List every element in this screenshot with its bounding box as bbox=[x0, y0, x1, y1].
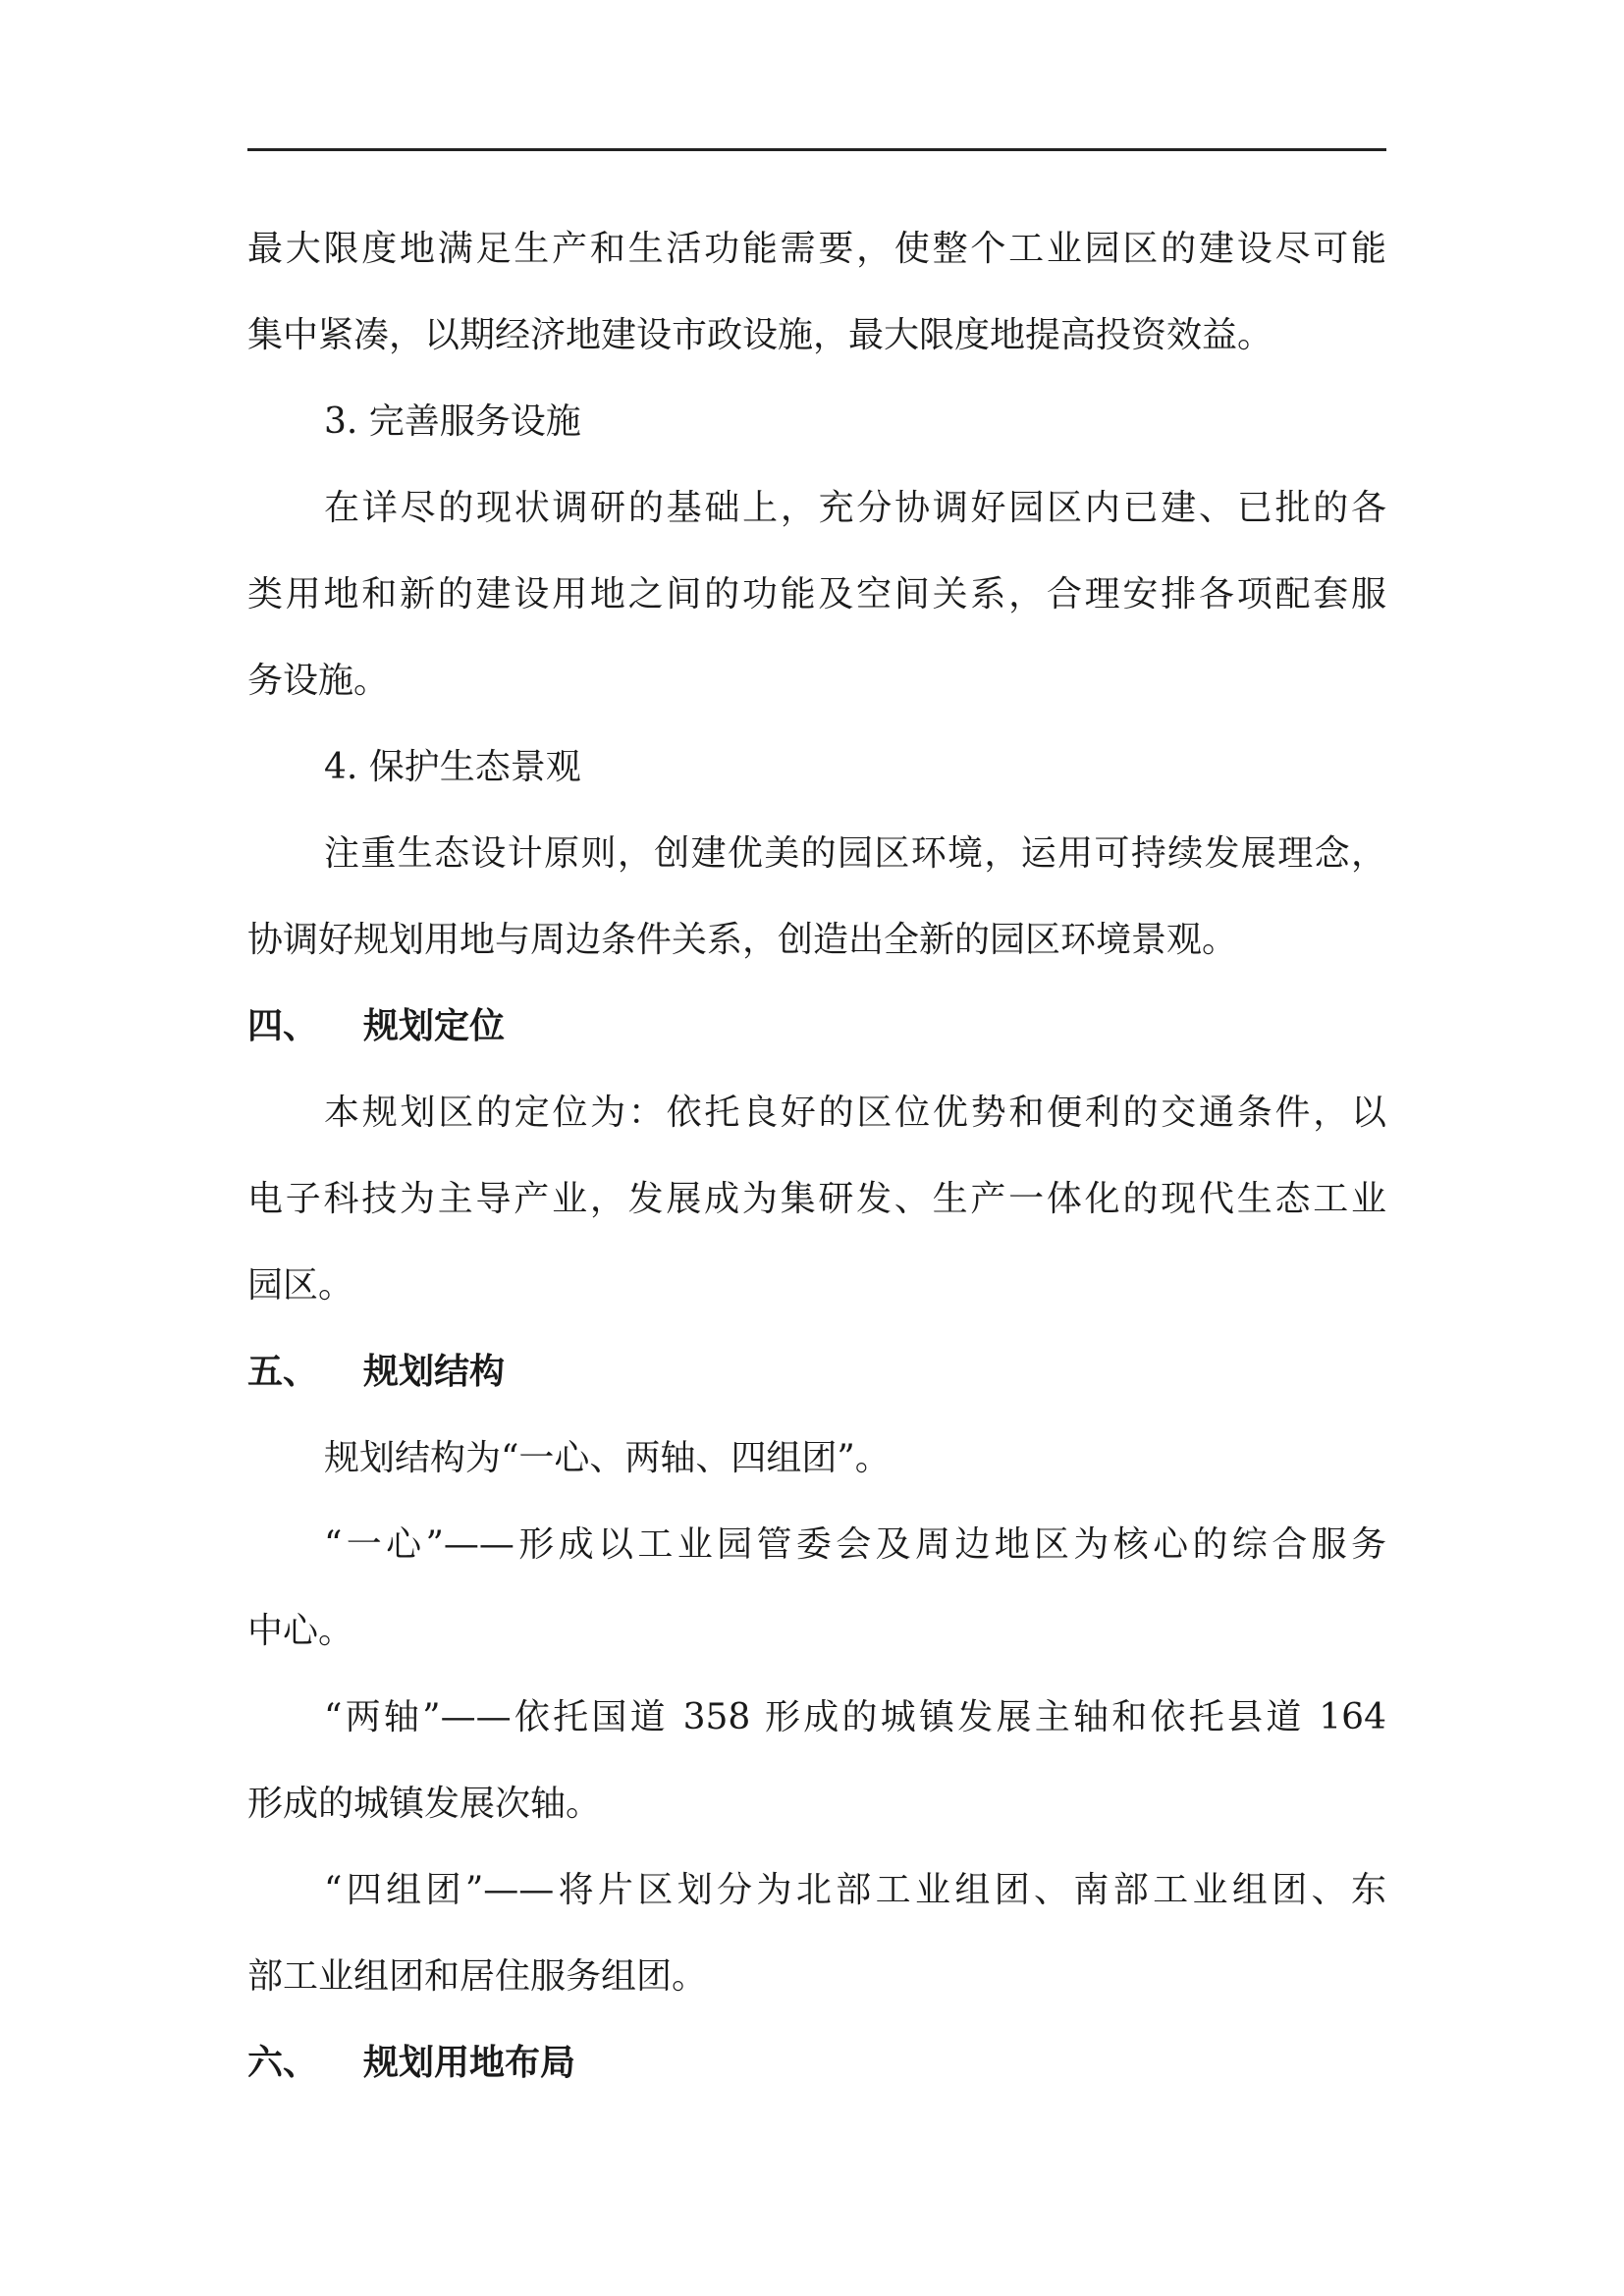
paragraph-line: 中心。 bbox=[247, 1611, 354, 1651]
section-number: 六、 bbox=[247, 2043, 319, 2083]
subsection-title: 3. 完善服务设施 bbox=[324, 401, 581, 442]
subsection-title: 4. 保护生态景观 bbox=[324, 747, 581, 787]
paragraph-line: 协调好规划用地与周边条件关系，创造出全新的园区环境景观。 bbox=[247, 920, 1238, 960]
section-title: 规划定位 bbox=[363, 1006, 506, 1046]
section-number: 五、 bbox=[247, 1352, 319, 1392]
paragraph-line: 园区。 bbox=[247, 1265, 354, 1306]
paragraph-line: “两轴”——依托国道 358 形成的城镇发展主轴和依托县道 164 bbox=[324, 1697, 1386, 1737]
section-title: 规划结构 bbox=[363, 1352, 506, 1392]
paragraph-line: 本规划区的定位为：依托良好的区位优势和便利的交通条件，以 bbox=[324, 1093, 1386, 1133]
paragraph-line: “四组团”——将片区划分为北部工业组团、南部工业组团、东 bbox=[324, 1870, 1386, 1910]
paragraph-line: 形成的城镇发展次轴。 bbox=[247, 1784, 602, 1824]
paragraph-line: 务设施。 bbox=[247, 661, 390, 701]
paragraph-line: “一心”——形成以工业园管委会及周边地区为核心的综合服务 bbox=[324, 1524, 1386, 1565]
page-body bbox=[247, 206, 1386, 2107]
section-number: 四、 bbox=[247, 1006, 319, 1046]
paragraph-line: 类用地和新的建设用地之间的功能及空间关系，合理安排各项配套服 bbox=[247, 574, 1386, 614]
section-heading bbox=[247, 2020, 1386, 2107]
paragraph-line: 电子科技为主导产业，发展成为集研发、生产一体化的现代生态工业 bbox=[247, 1179, 1386, 1219]
section-title: 规划用地布局 bbox=[363, 2043, 576, 2083]
paragraph-line: 部工业组团和居住服务组团。 bbox=[247, 1956, 708, 1997]
paragraph-line: 注重生态设计原则，创建优美的园区环境，运用可持续发展理念， bbox=[324, 833, 1386, 874]
paragraph-line: 最大限度地满足生产和生活功能需要，使整个工业园区的建设尽可能 bbox=[247, 229, 1386, 269]
paragraph-line: 在详尽的现状调研的基础上，充分协调好园区内已建、已批的各 bbox=[324, 488, 1386, 528]
paragraph-line: 规划结构为“一心、两轴、四组团”。 bbox=[324, 1438, 891, 1478]
header-rule bbox=[247, 148, 1386, 151]
paragraph-line: 集中紧凑，以期经济地建设市政设施，最大限度地提高投资效益。 bbox=[247, 315, 1273, 355]
section-heading bbox=[247, 984, 1386, 1070]
section-heading bbox=[247, 1329, 1386, 1415]
